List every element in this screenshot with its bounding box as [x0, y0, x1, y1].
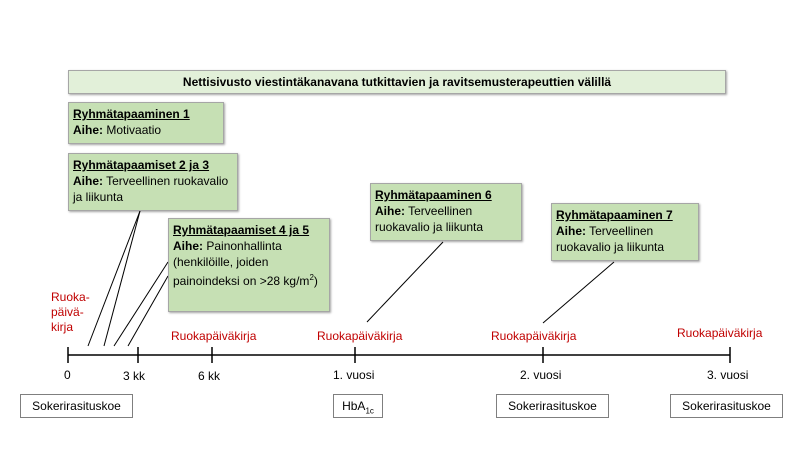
meeting-2-3-topic-label: Aihe:	[73, 174, 103, 188]
connector-meeting-7	[543, 262, 614, 323]
test-hba1c-sub: 1c	[365, 406, 374, 416]
food-diary-part-1: Ruoka-	[51, 290, 90, 304]
meeting-6-topic-label: Aihe:	[375, 204, 405, 218]
tick-label-2-vuosi: 2. vuosi	[520, 368, 562, 382]
connector-meeting-6	[367, 242, 443, 322]
food-diary-start	[51, 290, 90, 335]
food-diary-part-3: kirja	[51, 320, 74, 334]
test-glucose-0: Sokerirasituskoe	[20, 394, 133, 418]
food-diary-2-vuosi: Ruokapäiväkirja	[491, 329, 577, 343]
meeting-4-5-box	[168, 218, 330, 312]
test-glucose-2-vuosi: Sokerirasituskoe	[496, 394, 609, 418]
food-diary-6kk: Ruokapäiväkirja	[171, 329, 257, 343]
connector-meeting-4	[114, 262, 168, 346]
meeting-4-5-topic: Painonhallinta (henkilöille, joiden painoindeksi on >28 kg/m	[173, 239, 310, 288]
meeting-7-topic-label: Aihe:	[556, 224, 586, 238]
tick-label-3-vuosi: 3. vuosi	[707, 368, 749, 382]
meeting-1-topic: Motivaatio	[106, 123, 162, 137]
tick-label-6kk: 6 kk	[198, 369, 221, 383]
meeting-4-5-title: Ryhmätapaamiset 4 ja 5	[173, 223, 310, 237]
connector-meeting-5	[128, 276, 168, 346]
meeting-1-title: Ryhmätapaaminen 1	[73, 107, 190, 121]
test-hba1c-main: HbA	[342, 399, 366, 413]
test-glucose-3-vuosi: Sokerirasituskoe	[670, 394, 783, 418]
meeting-6-topic: Terveellinen ruokavalio ja liikunta	[375, 204, 484, 234]
meeting-7-box	[551, 203, 699, 261]
meeting-1-box	[68, 102, 224, 144]
meeting-4-5-topic-label: Aihe:	[173, 239, 203, 253]
connector-meeting-2	[88, 211, 140, 346]
meeting-4-5-topic-end: )	[313, 274, 318, 288]
meeting-7-title: Ryhmätapaaminen 7	[556, 208, 673, 222]
food-diary-part-2: päivä-	[51, 305, 84, 319]
meeting-2-3-title: Ryhmätapaamiset 2 ja 3	[73, 158, 210, 172]
test-hba1c	[333, 394, 383, 418]
tick-label-0: 0	[64, 368, 71, 382]
tick-label-1-vuosi: 1. vuosi	[333, 368, 375, 382]
connector-meeting-3	[104, 211, 140, 346]
meeting-2-3-box	[68, 153, 238, 211]
meeting-1-topic-label: Aihe:	[73, 123, 103, 137]
tick-label-3kk: 3 kk	[123, 369, 146, 383]
meeting-7-topic: Terveellinen ruokavalio ja liikunta	[556, 224, 665, 254]
food-diary-1-vuosi: Ruokapäiväkirja	[317, 329, 403, 343]
website-banner: Nettisivusto viestintäkanavana tutkittavien ja ravitsemusterapeuttien välillä	[68, 70, 726, 94]
meeting-2-3-topic: Terveellinen ruokavalio ja liikunta	[73, 174, 229, 204]
food-diary-3-vuosi: Ruokapäiväkirja	[677, 326, 763, 340]
meeting-6-title: Ryhmätapaaminen 6	[375, 188, 492, 202]
meeting-4-5-topic-sup: 2	[309, 273, 314, 282]
meeting-6-box	[370, 183, 522, 241]
